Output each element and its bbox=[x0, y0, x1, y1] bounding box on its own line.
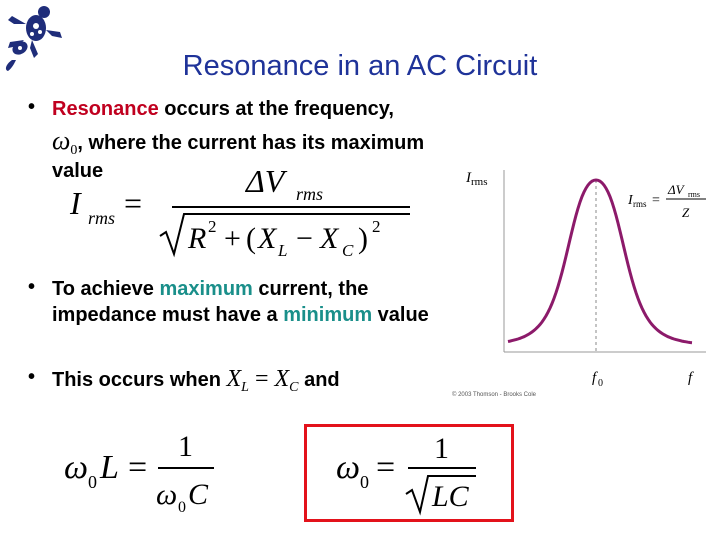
graph-y-label-sub: rms bbox=[471, 176, 488, 188]
irms-equation bbox=[60, 162, 420, 262]
bullet1-text1: occurs at the frequency, bbox=[158, 98, 394, 120]
eq-right-numerator: 1 bbox=[434, 432, 449, 465]
bullet-marker: • bbox=[28, 96, 36, 118]
bullet2-text2: current, the bbox=[252, 278, 369, 300]
slide-title: Resonance in an AC Circuit bbox=[182, 50, 538, 82]
bullet3-XL: X bbox=[226, 366, 242, 392]
highlight-resonance: Resonance bbox=[52, 98, 159, 120]
bullet3-XC-sub: C bbox=[289, 380, 299, 395]
omega-L-equation bbox=[58, 420, 238, 520]
bullet1-text2: , where the current has its maximum bbox=[77, 132, 425, 154]
eq-left-omega-sub: 0 bbox=[88, 472, 97, 492]
eq-left-den-omega: ω bbox=[156, 478, 178, 511]
eq-left-equals: = bbox=[128, 449, 148, 486]
bullet-impedance-line1 bbox=[52, 276, 368, 302]
bullet-resonance-line2 bbox=[52, 128, 424, 164]
highlight-maximum: maximum bbox=[159, 278, 253, 300]
graph-formula-equals: = bbox=[652, 193, 660, 208]
eq-irms-lhs-sub: rms bbox=[88, 208, 116, 228]
graph-formula-I-sub: rms bbox=[633, 199, 647, 209]
highlight-minimum: minimum bbox=[283, 304, 373, 326]
graph-formula-numerator: ΔV bbox=[668, 182, 684, 197]
bullet-condition bbox=[52, 366, 340, 401]
omega-symbol: ω bbox=[52, 126, 71, 155]
bullet3-XC: X bbox=[274, 366, 290, 392]
eq-irms-lhs: I bbox=[70, 185, 81, 221]
eq-left-den-sub: 0 bbox=[178, 499, 186, 516]
copyright-note: © 2003 Thomson - Brooks Cole bbox=[452, 392, 537, 398]
bullet-resonance-line1 bbox=[52, 96, 394, 122]
bullet2-text3: impedance must have a bbox=[52, 304, 284, 326]
eq-left-den-C: C bbox=[188, 478, 209, 511]
graph-formula-numerator-sub: rms bbox=[688, 190, 700, 199]
bullet3-equals: = bbox=[248, 366, 275, 392]
eq-irms-XL: X bbox=[258, 222, 277, 255]
eq-left-omega: ω bbox=[64, 449, 89, 486]
eq-irms-minus: − bbox=[296, 222, 313, 255]
eq-right-omega: ω bbox=[336, 449, 361, 486]
resonance-graph bbox=[456, 160, 718, 390]
eq-irms-R-sup: 2 bbox=[208, 217, 217, 236]
bullet2-text1: To achieve bbox=[52, 278, 160, 300]
eq-irms-XC-sub: C bbox=[342, 241, 354, 260]
bullet3-text1: This occurs when bbox=[52, 369, 227, 391]
bullet1-text3: value bbox=[52, 160, 104, 182]
graph-formula-denominator: Z bbox=[682, 205, 690, 220]
eq-irms-close-paren: ) bbox=[358, 222, 368, 255]
resonance-curve bbox=[508, 180, 692, 343]
graph-f-label: f bbox=[688, 370, 693, 386]
eq-irms-open-paren: ( bbox=[246, 222, 256, 255]
eq-right-equals: = bbox=[376, 449, 396, 486]
bullet-marker: • bbox=[28, 276, 36, 298]
omega-subscript: 0 bbox=[70, 143, 78, 158]
graph-y-label: I bbox=[466, 170, 471, 186]
eq-left-numerator: 1 bbox=[178, 430, 193, 463]
resonance-frequency-equation bbox=[330, 426, 500, 518]
bullet-impedance-line2 bbox=[52, 302, 429, 328]
graph-formula-I: I bbox=[628, 193, 633, 208]
eq-irms-XL-sub: L bbox=[278, 241, 288, 260]
eq-irms-plus: + bbox=[224, 222, 241, 255]
eq-irms-R: R bbox=[188, 222, 207, 255]
bullet3-XL-sub: L bbox=[241, 380, 249, 395]
eq-left-L: L bbox=[100, 449, 119, 486]
graph-f0-label-sub: 0 bbox=[598, 378, 603, 389]
eq-irms-XC: X bbox=[320, 222, 339, 255]
eq-irms-numerator: ΔV bbox=[246, 163, 285, 199]
eq-right-denominator: LC bbox=[432, 480, 469, 513]
eq-irms-equals: = bbox=[124, 185, 143, 221]
bullet2-text4: value bbox=[372, 304, 429, 326]
eq-irms-sup: 2 bbox=[372, 217, 381, 236]
eq-right-omega-sub: 0 bbox=[360, 472, 369, 492]
eq-irms-numerator-sub: rms bbox=[296, 184, 324, 204]
bullet3-text2: and bbox=[298, 369, 340, 391]
bullet-marker: • bbox=[28, 366, 36, 388]
graph-f0-label: f bbox=[592, 370, 597, 386]
